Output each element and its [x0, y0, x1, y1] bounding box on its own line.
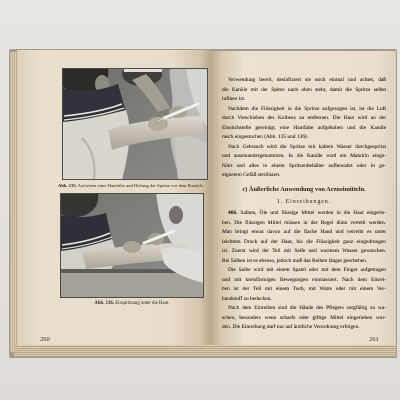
- text-line: luftleer ist.: [222, 96, 246, 102]
- text-line: bandstoff zu bedecken.: [222, 295, 272, 302]
- text-line: Einstichstelle gereinigt, eine Hautfalte aufgehoben und die Kanüle: [222, 124, 386, 131]
- text-line: Nachdem die Flüssigkeit in die Spritze aufgezogen ist, ist die Luft: [228, 105, 386, 112]
- section-heading: c) Äußerliche Anwendung von Arzneimitteln.: [242, 186, 366, 193]
- text-line: rasch eingestochen (Abb. 135 und 136).: [222, 134, 309, 140]
- subsection-heading: 1. Einreibungen.: [276, 199, 332, 205]
- text-line: Nach dem Einreiben sind die Hände des Pflegers sorgfältig zu wa-: [228, 305, 386, 311]
- text-line: ben. Die flüssigen Mittel müssen in der Regel dünn verteilt werden.: [222, 219, 386, 226]
- figure-135-caption: [58, 183, 214, 189]
- text-line: leichtem Druck auf der Haut, bis die Flüssigkeit ganz eingedrungen: [222, 238, 386, 245]
- text-line: Verwendung bereit, desinfiziert sie noch einmal und achtet, daß: [228, 77, 386, 83]
- paragraph-number: 466.: [228, 210, 238, 216]
- text-line: durch Vorschieben des Kolbens zu entfernen. Die Haut wird an der: [222, 115, 386, 121]
- page-number-left: 260: [40, 336, 50, 343]
- text-line: Die Salbe wird mit einem Spatel oder mit dem Finger aufgetragen: [228, 267, 386, 273]
- text-line: Man bringt etwas davon auf die flache Hand und verreibt es unter: [222, 229, 386, 235]
- page-stack-bottom-edge: [14, 344, 396, 356]
- text-line: die Kanüle mit der Spitze nach oben steht, damit die Spritze selbst: [222, 86, 386, 93]
- page-number-right: 261: [369, 336, 379, 343]
- text-line: ist. Zuerst wird der Teil mit Seife und warmem Wasser gewaschen.: [222, 248, 386, 254]
- figure-135-caption-text: Aufsetzen einer Hautfalte und Haltung der Spritze vor dem Einstich.: [77, 183, 204, 188]
- text-line: schen, besonders wenn scharfe oder giftige Mittel eingerieben wur-: [222, 314, 386, 321]
- figure-136-photo: [60, 193, 204, 298]
- text-line-content: Salben, Öle und flüssige Mittel werden in die Haut eingerie-: [240, 210, 386, 216]
- text-block-bottom: [222, 209, 386, 333]
- figure-135-photo: [62, 68, 208, 180]
- figure-135-label: Abb. 135.: [58, 183, 77, 188]
- text-line: führt und alles in einem Spritzenbehälter aufbewahrt oder in ge-: [222, 162, 386, 169]
- text-line: den. Die Einreibung darf nur auf ärztliche Verordnung erfolgen.: [222, 324, 360, 330]
- text-line: eignetem Gefäß sterilisiert.: [222, 172, 281, 178]
- text-line: und mit kreisförmigen Bewegungen einmassiert. Nach dem Einrei-: [222, 276, 386, 283]
- figure-136-label: Abb. 136.: [94, 301, 115, 306]
- text-line: Nach Gebrauch wird die Spritze mit kaltem Wasser durchgespritzt: [228, 143, 386, 150]
- text-line: Bei Salben ist es ebenso, jedoch muß das Reiben länger geschehen.: [222, 257, 368, 264]
- text-line: [222, 209, 386, 219]
- figure-136-caption-text: Einspritzung unter die Haut.: [115, 301, 170, 306]
- text-block-top: [222, 76, 386, 181]
- figure-136-caption: [60, 301, 204, 307]
- text-line: ben ist der Teil mit einem Tuch, mit Watte oder mit einem Ver-: [222, 286, 386, 292]
- text-line: und auseinandergenommen. In die Kanüle wird ein Mandrin einge-: [222, 153, 386, 159]
